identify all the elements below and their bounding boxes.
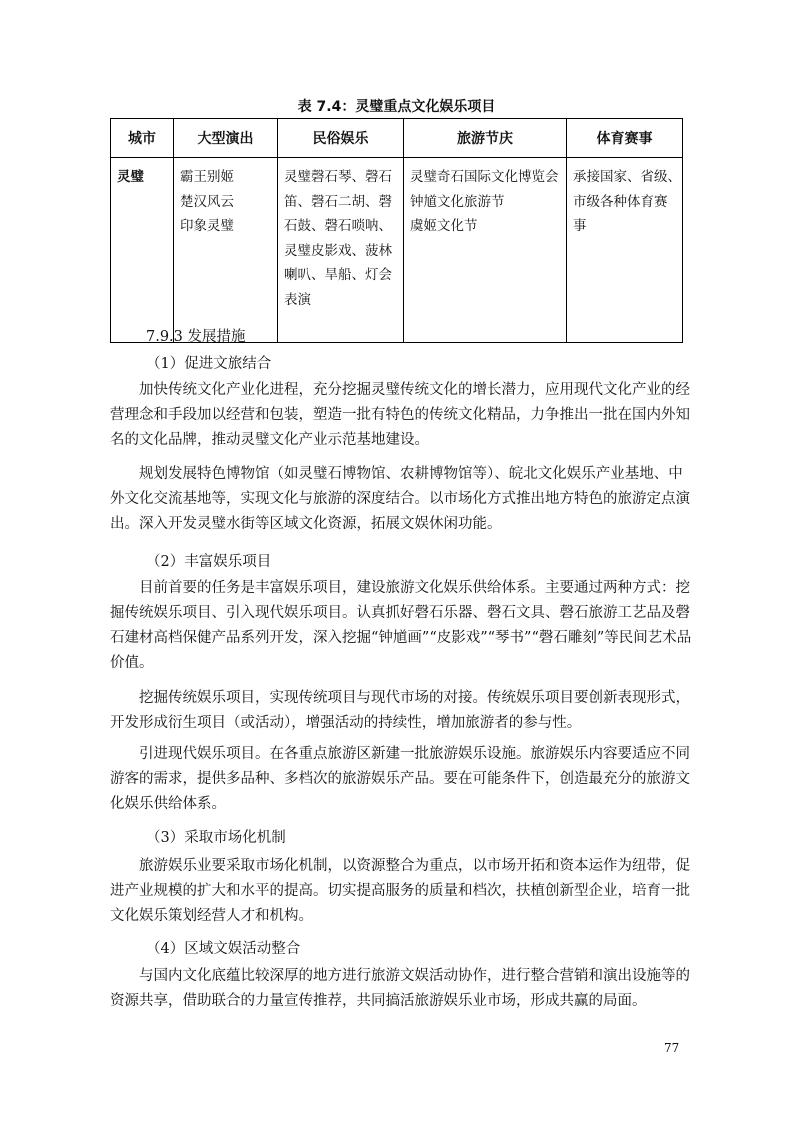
paragraph <box>110 854 690 929</box>
cell-performances <box>174 158 278 343</box>
subsection-heading-1: （1）促进文旅结合 <box>146 356 272 372</box>
paragraph-line: 掘传统娱乐项目、引入现代娱乐项目。认真抓好磬石乐器、磬石文具、磬石旅游工艺品及磬 <box>110 605 690 621</box>
paragraph <box>110 378 690 453</box>
page-number: 77 <box>664 1041 680 1055</box>
paragraph-line: 石建材高档保健产品系列开发，深入挖掘“钟馗画”“皮影戏”“琴书”“磬石雕刻”等民间艺术品 <box>110 630 692 646</box>
paragraph-line: 规划发展特色博物馆（如灵璧石博物馆、农耕博物馆等）、皖北文化娱乐产业基地、中 <box>139 466 683 482</box>
paragraph-line: 营理念和手段加以经营和包装，塑造一批有特色的传统文化精品，力争推出一批在国内外知 <box>110 407 690 423</box>
cell-line: 虞姬文化节 <box>410 218 478 234</box>
cell-line: 印象灵璧 <box>180 218 234 234</box>
header-festivals: 旅游节庆 <box>404 119 567 158</box>
section-heading: 7.9.3 发展措施 <box>146 329 246 345</box>
paragraph-line: 引进现代娱乐项目。在各重点旅游区新建一批旅游娱乐设施。旅游娱乐内容要适应不同 <box>139 746 690 762</box>
cell-line: 钟馗文化旅游节 <box>410 193 505 210</box>
paragraph-line: 名的文化品牌，推动灵璧文化产业示范基地建设。 <box>110 432 429 448</box>
table-header-row <box>111 119 683 158</box>
paragraph-line: 目前首要的任务是丰富娱乐项目，建设旅游文化娱乐供给体系。主要通过两种方式：挖 <box>139 580 690 596</box>
cell-line: 楚汉风云 <box>180 193 234 210</box>
paragraph <box>110 576 692 676</box>
paragraph <box>110 742 690 817</box>
paragraph-line: 价值。 <box>110 655 154 671</box>
paragraph-line: 进产业规模的扩大和水平的提高。切实提高服务的质量和档次，扶植创新型企业，培育一批 <box>110 883 690 899</box>
subsection-heading-3: （3）采取市场化机制 <box>146 830 286 846</box>
table-caption: 表 7.4：灵璧重点文化娱乐项目 <box>297 99 496 115</box>
cell-line: 喇叭、旱船、灯会 <box>284 267 392 283</box>
header-sports: 体育赛事 <box>567 119 683 158</box>
entertainment-projects-table <box>110 118 683 343</box>
header-performances: 大型演出 <box>174 119 278 158</box>
subsection-heading-2: （2）丰富娱乐项目 <box>146 554 272 570</box>
subsection-heading-4: （4）区域文娱活动整合 <box>146 941 301 957</box>
paragraph-line: 加快传统文化产业化进程，充分挖掘灵璧传统文化的增长潜力，应用现代文化产业的经 <box>139 382 690 398</box>
paragraph-line: 与国内文化底蕴比较深厚的地方进行旅游文娱活动协作，进行整合营销和演出设施等的 <box>139 968 690 984</box>
paragraph-line: 化娱乐供给体系。 <box>110 796 226 812</box>
paragraph-line: 旅游娱乐业要采取市场化机制，以资源整合为重点，以市场开拓和资本运作为纽带，促 <box>139 858 690 874</box>
paragraph-line: 外文化交流基地等，实现文化与旅游的深度结合。以市场化方式推出地方特色的旅游定点演 <box>110 491 690 507</box>
paragraph <box>110 964 690 1014</box>
header-city: 城市 <box>111 119 174 158</box>
paragraph <box>110 462 690 537</box>
cell-line: 市级各种体育赛 <box>573 193 668 210</box>
table-row <box>111 158 683 343</box>
cell-line: 石鼓、磬石唢呐、 <box>284 218 392 234</box>
cell-festivals <box>404 158 567 343</box>
cell-folk <box>278 158 404 343</box>
paragraph-line: 游客的需求，提供多品种、多档次的旅游娱乐产品。要在可能条件下，创造最充分的旅游文 <box>110 771 690 787</box>
cell-line: 表演 <box>284 291 311 308</box>
cell-line: 笛、磬石二胡、磬 <box>284 193 392 210</box>
paragraph-line: 开发形成衍生项目（或活动），增强活动的持续性，增加旅游者的参与性。 <box>110 715 582 731</box>
paragraph-line: 挖掘传统娱乐项目，实现传统项目与现代市场的对接。传统娱乐项目要创新表现形式， <box>139 690 690 706</box>
paragraph-line: 资源共享，借助联合的力量宣传推荐，共同搞活旅游娱乐业市场，形成共赢的局面。 <box>110 993 647 1009</box>
paragraph-line: 文化娱乐策划经营人才和机构。 <box>110 908 313 924</box>
cell-line: 承接国家、省级、 <box>573 169 681 185</box>
cell-line: 灵璧皮影戏、菠林 <box>284 242 392 259</box>
paragraph-line: 出。深入开发灵璧水街等区域文化资源，拓展文娱休闲功能。 <box>110 516 502 532</box>
cell-line: 霸王别姬 <box>180 169 234 185</box>
cell-line: 灵璧磬石琴、磬石 <box>284 169 392 185</box>
paragraph <box>110 686 690 736</box>
cell-line: 事 <box>573 218 587 234</box>
cell-line: 灵璧奇石国际文化博览会 <box>410 169 559 185</box>
header-folk: 民俗娱乐 <box>278 119 404 158</box>
cell-city: 灵璧 <box>111 158 174 343</box>
cell-sports <box>567 158 683 343</box>
